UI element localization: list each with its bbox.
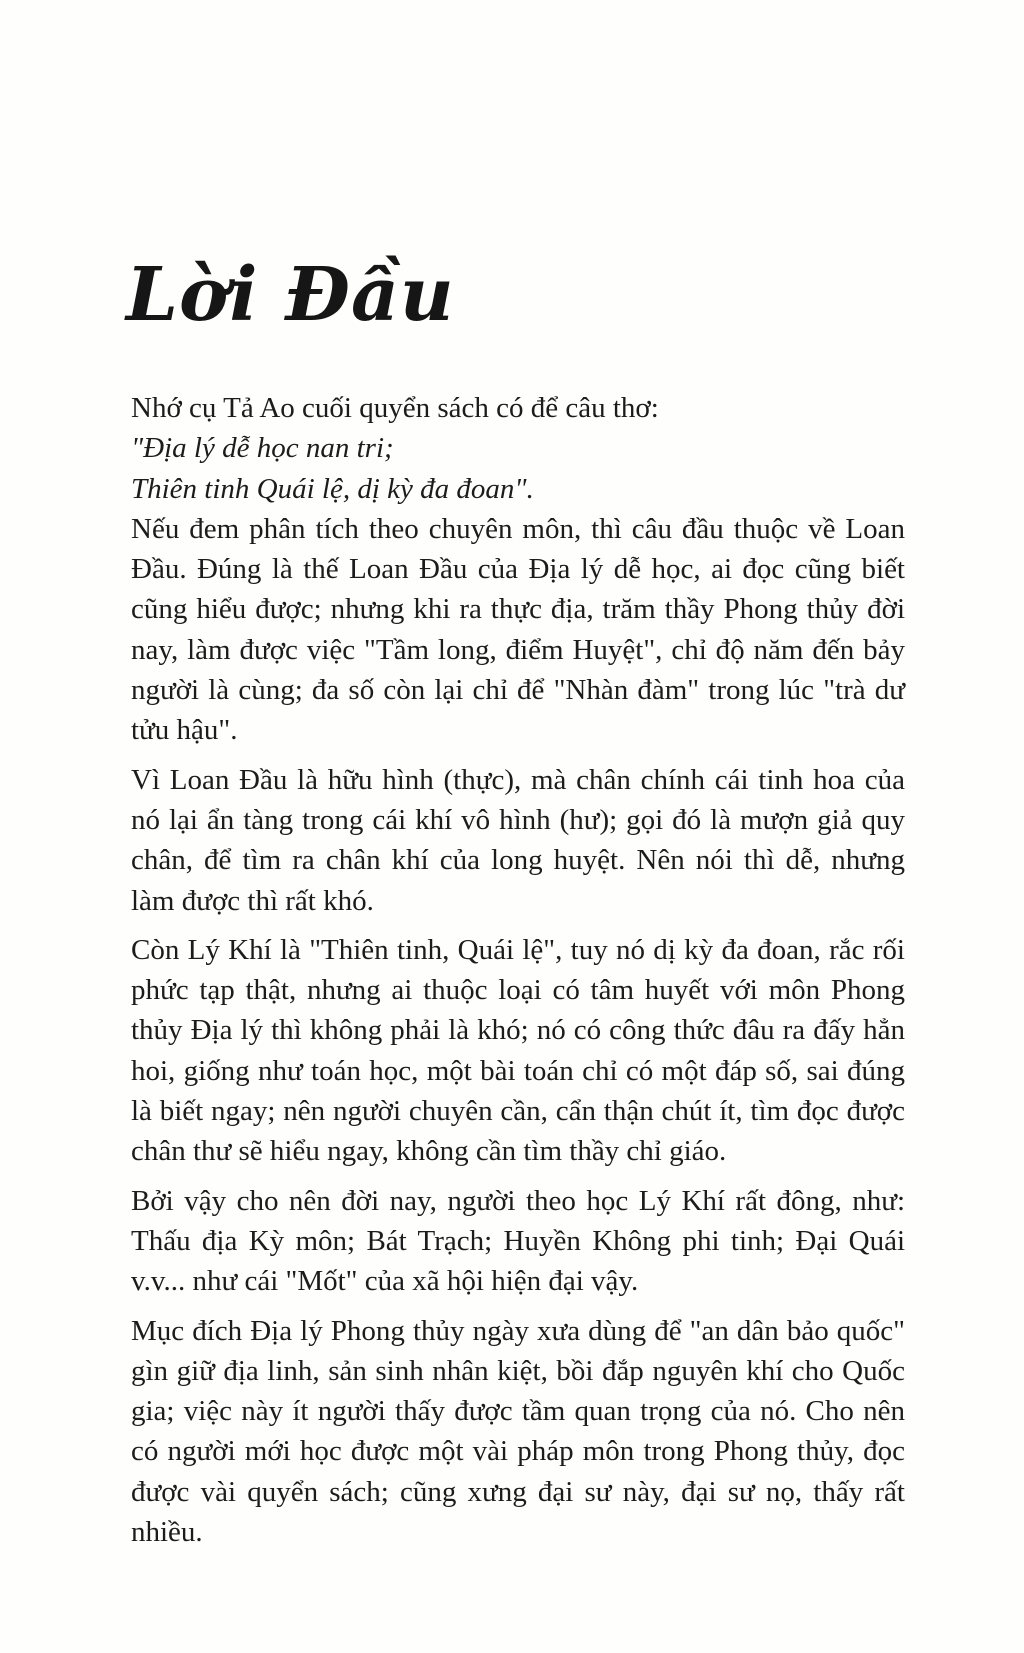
paragraph-5: Mục đích Địa lý Phong thủy ngày xưa dùng để "an dân bảo quốc" gìn giữ địa linh, sản sinh nhân kiệt, bồi đắp nguyên khí cho Quốc gia; việc này ít người thấy được tầm quan trọng của nó. Cho nên có người mới học được một vài pháp môn trong Phong thủy, đọc được vài quyển sách; cũng xưng đại sư này, đại sư nọ, thấy rất nhiều. (131, 1314, 905, 1549)
verse-line-2: Thiên tinh Quái lệ, dị kỳ đa đoan". (131, 472, 534, 505)
paragraph-4: Bởi vậy cho nên đời nay, người theo học Lý Khí rất đông, như: Thấu địa Kỳ môn; Bát Trạch; Huyền Không phi tinh; Đại Quái v.v... như cái "Mốt" của xã hội hiện đại vậy. (131, 1184, 905, 1298)
paragraph-3: Còn Lý Khí là "Thiên tinh, Quái lệ", tuy nó dị kỳ đa đoan, rắc rối phức tạp thật, nhưng ai thuộc loại có tâm huyết với môn Phong thủy Địa lý thì không phải là khó; nó có công thức đâu ra đấy hẳn hoi, giống như toán học, một bài toán chỉ có một đáp số, sai đúng là biết ngay; nên người chuyên cần, cẩn thận chút ít, tìm đọc được chân thư sẽ hiểu ngay, không cần tìm thầy chỉ giáo. (131, 933, 905, 1168)
paragraph-1: Nếu đem phân tích theo chuyên môn, thì câu đầu thuộc về Loan Đầu. Đúng là thế Loan Đầu của Địa lý dễ học, ai đọc cũng biết cũng hiểu được; nhưng khi ra thực địa, trăm thầy Phong thủy đời nay, làm được việc "Tầm long, điểm Huyệt", chỉ độ năm đến bảy người là cùng; đa số còn lại chỉ để "Nhàn đàm" trong lúc "trà dư tửu hậu". (131, 512, 905, 747)
verse-line-1: "Địa lý dễ học nan tri; (131, 432, 394, 465)
paragraph-2: Vì Loan Đầu là hữu hình (thực), mà chân chính cái tinh hoa của nó lại ẩn tàng trong cái khí vô hình (hư); gọi đó là mượn giả quy chân, để tìm ra chân khí của long huyệt. Nên nói thì dễ, nhưng làm được thì rất khó. (131, 763, 905, 917)
chapter-title: Lời Đầu (126, 252, 455, 338)
intro-line: Nhớ cụ Tả Ao cuối quyển sách có để câu thơ: (131, 392, 659, 424)
chapter-body (131, 388, 905, 1552)
